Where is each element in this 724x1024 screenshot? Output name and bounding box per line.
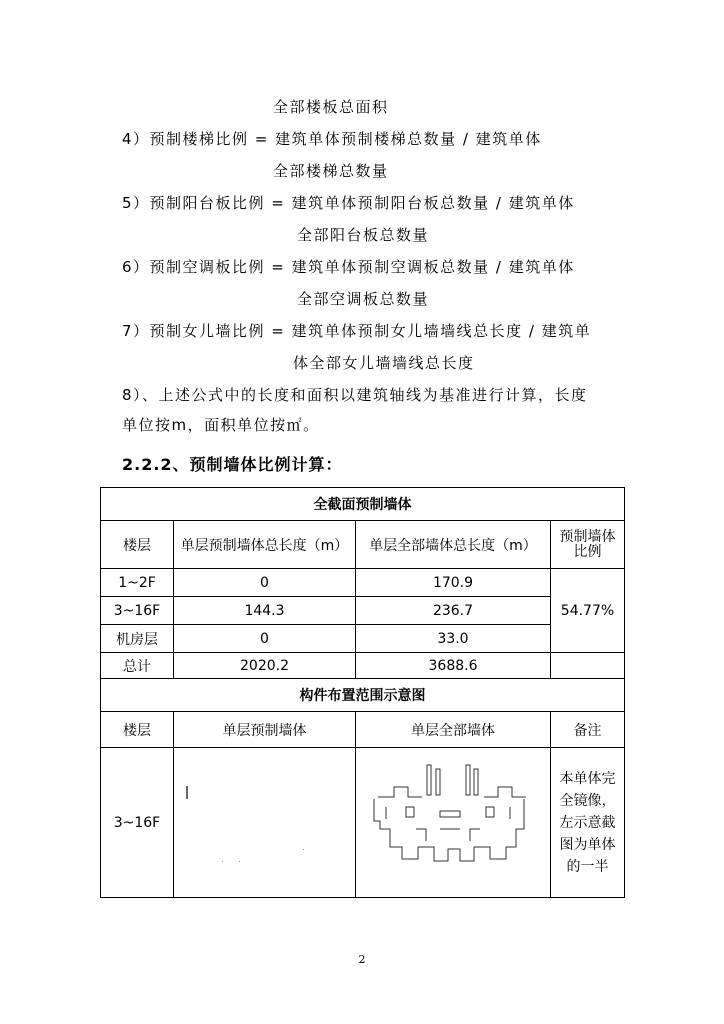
floor-plan-figure <box>356 749 550 897</box>
paragraph-10: 8）、上述公式中的长度和面积以建筑轴线为基准进行计算，长度 <box>122 386 588 404</box>
table-row-prefab: 0 <box>174 625 356 653</box>
table-row-prefab: 144.3 <box>174 597 356 625</box>
table-row-floor: 总计 <box>101 653 174 679</box>
prefab-wall-figure <box>175 749 355 897</box>
header-total-length: 单层全部墙体总长度（m） <box>356 521 551 569</box>
paragraph-3: 全部楼梯总数量 <box>273 162 389 180</box>
layout-title: 构件布置范围示意图 <box>101 679 625 712</box>
table-row-total: 170.9 <box>356 569 551 597</box>
header-ratio: 预制墙体比例 <box>551 521 625 569</box>
layout-row-floor: 3~16F <box>101 748 174 898</box>
layout-header-remark: 备注 <box>551 712 625 748</box>
paragraph-7: 全部空调板总数量 <box>297 290 430 308</box>
paragraph-8: 7）预制女儿墙比例 = 建筑单体预制女儿墙墙线总长度 / 建筑单 <box>122 322 592 340</box>
paragraph-11: 单位按m，面积单位按㎡。 <box>122 416 320 434</box>
layout-header-floor: 楼层 <box>101 712 174 748</box>
paragraph-5: 全部阳台板总数量 <box>297 226 430 244</box>
section-heading: 2.2.2、预制墙体比例计算： <box>122 455 343 474</box>
table-row-prefab: 0 <box>174 569 356 597</box>
layout-header-prefab: 单层预制墙体 <box>174 712 356 748</box>
header-prefab-length: 单层预制墙体总长度（m） <box>174 521 356 569</box>
table-row-floor: 1~2F <box>101 569 174 597</box>
ratio-value: 54.77% <box>551 569 625 653</box>
paragraph-2: 4）预制楼梯比例 = 建筑单体预制楼梯总数量 / 建筑单体 <box>122 130 542 148</box>
table-row-total: 33.0 <box>356 625 551 653</box>
empty-cell <box>551 653 625 679</box>
prefab-wall-drawing <box>174 748 356 898</box>
table-row-floor: 3~16F <box>101 597 174 625</box>
table-row-total: 236.7 <box>356 597 551 625</box>
header-floor: 楼层 <box>101 521 174 569</box>
layout-remark: 本单体完全镜像，左示意截图为单体的一半 <box>551 748 625 898</box>
paragraph-9: 体全部女儿墙墙线总长度 <box>293 354 475 372</box>
table-row-floor: 机房层 <box>101 625 174 653</box>
table-row-total: 3688.6 <box>356 653 551 679</box>
paragraph-6: 6）预制空调板比例 = 建筑单体预制空调板总数量 / 建筑单体 <box>122 258 575 276</box>
page-number: 2 <box>358 953 366 966</box>
paragraph-4: 5）预制阳台板比例 = 建筑单体预制阳台板总数量 / 建筑单体 <box>122 194 575 212</box>
prefab-wall-table <box>100 487 625 898</box>
total-wall-drawing <box>356 748 551 898</box>
table-row-prefab: 2020.2 <box>174 653 356 679</box>
table-title: 全截面预制墙体 <box>101 488 625 521</box>
layout-header-total: 单层全部墙体 <box>356 712 551 748</box>
paragraph-1: 全部楼板总面积 <box>273 98 389 116</box>
